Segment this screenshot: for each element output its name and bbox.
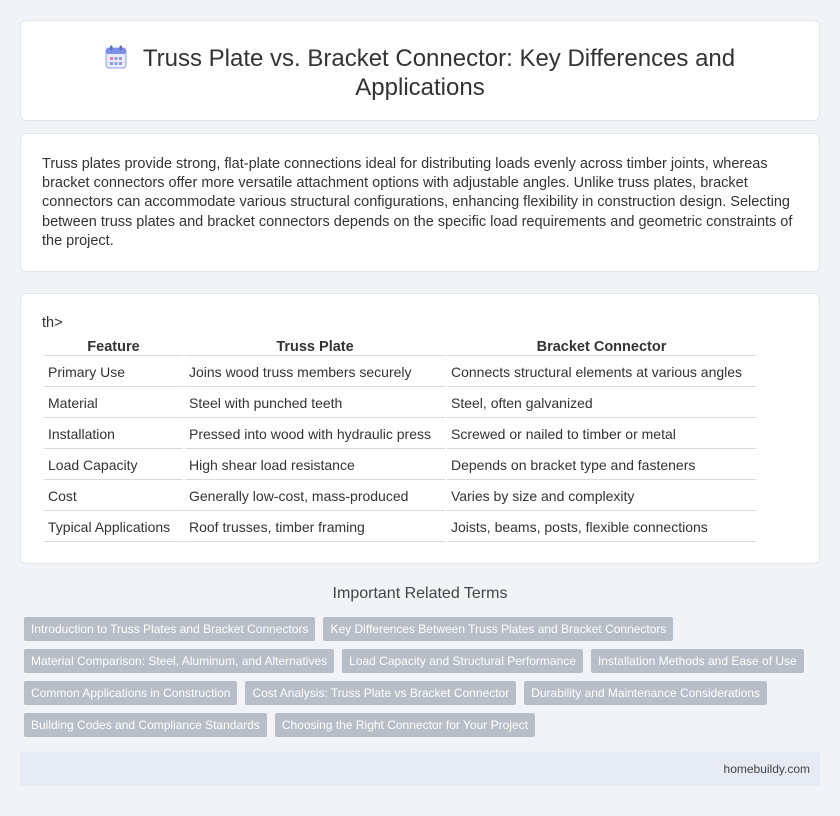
table-cell: Pressed into wood with hydraulic press — [185, 420, 445, 449]
table-cell: Typical Applications — [44, 513, 183, 542]
title-card — [20, 20, 820, 121]
related-tag[interactable]: Material Comparison: Steel, Aluminum, and Alternatives — [24, 649, 334, 673]
table-row — [44, 451, 756, 480]
table-row — [44, 358, 756, 387]
related-tag[interactable]: Choosing the Right Connector for Your Project — [275, 713, 535, 737]
page-title: Truss Plate vs. Bracket Connector: Key Differences and Applications — [142, 45, 736, 101]
related-tag[interactable]: Key Differences Between Truss Plates and Bracket Connectors — [323, 617, 673, 641]
tag-row — [24, 713, 824, 737]
related-tag[interactable]: Introduction to Truss Plates and Bracket Connectors — [24, 617, 315, 641]
table-cell: Generally low-cost, mass-produced — [185, 482, 445, 511]
table-cell: Installation — [44, 420, 183, 449]
comparison-table — [42, 336, 758, 544]
stray-text: th> — [42, 315, 63, 331]
comparison-card — [20, 293, 820, 564]
table-row — [44, 513, 756, 542]
table-row — [44, 420, 756, 449]
tag-row — [24, 617, 824, 641]
table-cell: Depends on bracket type and fasteners — [447, 451, 756, 480]
table-cell: High shear load resistance — [185, 451, 445, 480]
related-tag[interactable]: Durability and Maintenance Considerations — [524, 681, 767, 705]
footer-site-link[interactable]: homebuildy.com — [723, 762, 810, 776]
table-cell: Connects structural elements at various angles — [447, 358, 756, 387]
table-header-row — [44, 338, 756, 356]
related-tag[interactable]: Common Applications in Construction — [24, 681, 237, 705]
table-cell: Steel, often galvanized — [447, 389, 756, 418]
table-cell: Primary Use — [44, 358, 183, 387]
tag-row — [24, 649, 824, 673]
table-cell: Cost — [44, 482, 183, 511]
related-tags — [24, 617, 824, 745]
table-row — [44, 389, 756, 418]
header-feature: Feature — [44, 338, 183, 356]
table-row — [44, 482, 756, 511]
table-cell: Steel with punched teeth — [185, 389, 445, 418]
header-truss-plate: Truss Plate — [185, 338, 445, 356]
related-terms-title: Important Related Terms — [332, 585, 508, 602]
table-cell: Joists, beams, posts, flexible connections — [447, 513, 756, 542]
intro-paragraph: Truss plates provide strong, flat-plate connections ideal for distributing loads evenly across timber joints, whereas bracket connectors offer more versatile attachment options with adjustable angles. Unlike truss plates, bracket connectors can accommodate various structural configurations, enhancing flexibility in construction design. Selecting between truss plates and bracket connectors depends on the specific load requirements and geometric constraints of the project. — [42, 156, 793, 249]
table-cell: Material — [44, 389, 183, 418]
related-tag[interactable]: Installation Methods and Ease of Use — [591, 649, 804, 673]
table-cell: Roof trusses, timber framing — [185, 513, 445, 542]
table-cell: Varies by size and complexity — [447, 482, 756, 511]
table-cell: Load Capacity — [44, 451, 183, 480]
tag-row — [24, 681, 824, 705]
related-tag[interactable]: Cost Analysis: Truss Plate vs Bracket Connector — [245, 681, 516, 705]
intro-card — [20, 133, 820, 272]
header-bracket-connector: Bracket Connector — [447, 338, 756, 356]
related-tag[interactable]: Load Capacity and Structural Performance — [342, 649, 583, 673]
table-cell: Joins wood truss members securely — [185, 358, 445, 387]
table-cell: Screwed or nailed to timber or metal — [447, 420, 756, 449]
page-title-wrap — [81, 44, 759, 102]
related-tag[interactable]: Building Codes and Compliance Standards — [24, 713, 267, 737]
calendar-icon — [105, 45, 127, 69]
footer — [20, 752, 820, 786]
